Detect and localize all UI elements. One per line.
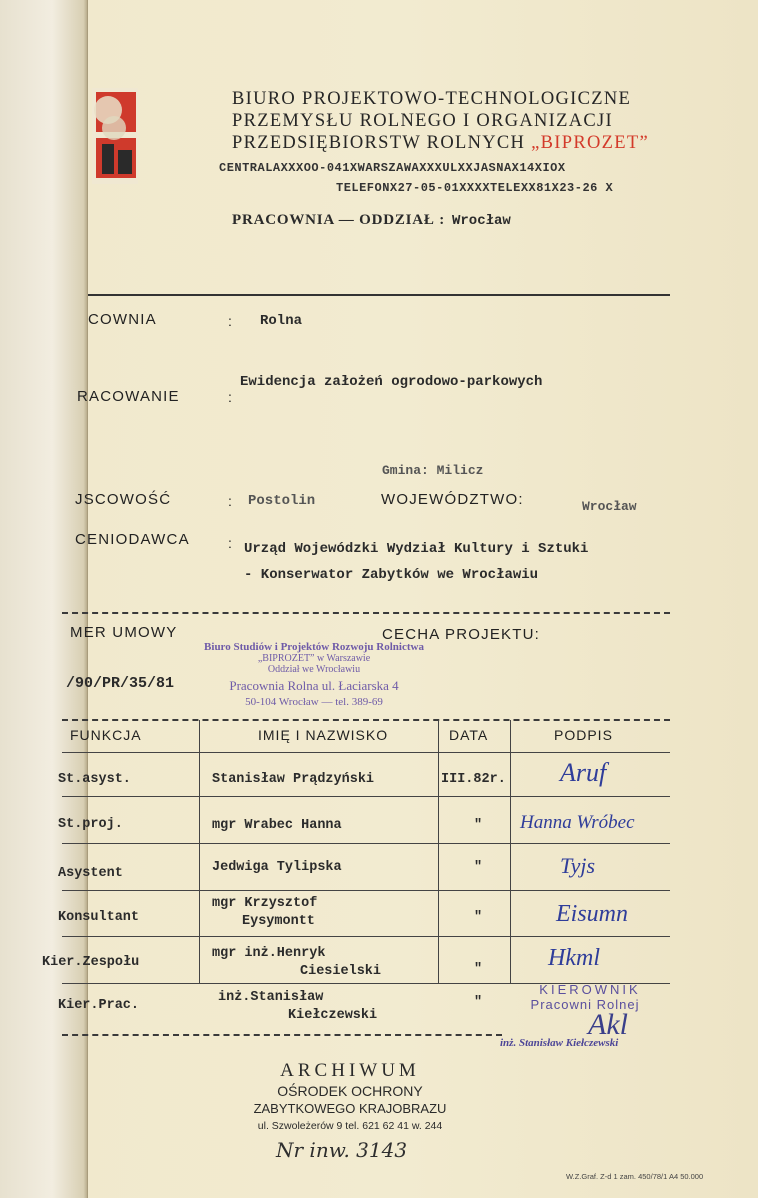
archive-line-4: ul. Szwoleżerów 9 tel. 621 62 41 w. 244 (257, 1120, 443, 1132)
row-4-name-1: mgr Krzysztof (212, 896, 318, 911)
header-podpis: PODPIS (554, 727, 613, 743)
stamp-line-5: 50-104 Wrocław — tel. 389-69 (245, 696, 383, 708)
brand-name: „BIPROZET” (531, 133, 649, 153)
pracownia-value: Rolna (260, 313, 303, 329)
numer-umowy-value: /90/PR/35/81 (66, 675, 175, 692)
row-2-signature: Hanna Wróbec (520, 812, 635, 833)
colon-3: : (228, 493, 232, 509)
archive-line-3: ZABYTKOWEGO KRAJOBRAZU (253, 1101, 447, 1116)
stamp-line-3: Oddział we Wrocławiu (267, 664, 361, 675)
header-data: DATA (449, 727, 489, 743)
section-divider (62, 612, 670, 614)
row-5-signature: Hkml (548, 945, 600, 971)
pracownia-label: COWNIA (88, 311, 157, 328)
pracownia-oddzial-label: PRACOWNIA — ODDZIAŁ : (232, 212, 446, 228)
biprozet-logo (92, 88, 138, 184)
row-5-data: " (474, 962, 483, 977)
print-code: W.Z.Graf. Z-d 1 zam. 450/78/1 A4 50.000 (566, 1172, 704, 1181)
row-1-funkcja: St.asyst. (58, 772, 131, 787)
opracowanie-value: Ewidencja założeń ogrodowo-parkowych (240, 374, 543, 390)
row-3-data: " (474, 860, 483, 875)
table-col-sep-2 (438, 720, 439, 983)
row-2-name: mgr Wrabec Hanna (212, 818, 342, 833)
kierownik-stamp-name: inż. Stanisław Kiełczewski (500, 1037, 619, 1049)
header-line-1: BIURO PROJEKTOWO-TECHNOLOGICZNE (232, 89, 632, 109)
row-6-signature: Akl (588, 1008, 628, 1041)
opracowanie-label: RACOWANIE (77, 388, 180, 405)
cecha-projektu-label: CECHA PROJEKTU: (382, 626, 541, 643)
header-divider (88, 294, 670, 296)
row-2-data: " (474, 818, 483, 833)
stamp-line-2: „BIPROZET” w Warszawie (257, 653, 371, 664)
archive-title: ARCHIWUM (280, 1060, 420, 1081)
header-funkcja: FUNKCJA (70, 727, 142, 743)
table-col-sep-1 (199, 720, 200, 983)
row-4-data: " (474, 910, 483, 925)
row-4-signature: Eisumn (556, 901, 628, 927)
row-1-name: Stanisław Prądzyński (212, 772, 375, 787)
miejscowosc-value: Postolin (248, 493, 316, 509)
row-6-funkcja: Kier.Prac. (58, 998, 140, 1013)
header-line-3 (232, 133, 649, 154)
colon-2: : (228, 389, 232, 405)
struck-address: CENTRALAXXXOO-041XWARSZAWAXXXULXXJASNAX14XIOX (219, 161, 566, 175)
table-row-sep-0 (62, 752, 670, 753)
wojewodztwo-label: WOJEWÓDZTWO: (381, 491, 524, 508)
colon-1: : (228, 313, 232, 329)
gmina-value: Gmina: Milicz (382, 463, 484, 478)
row-3-signature: Tyjs (560, 853, 596, 878)
biprozet-stamp (198, 641, 430, 708)
stamp-line-4: Pracownia Rolna ul. Łaciarska 4 (229, 678, 399, 693)
table-top-border (62, 719, 670, 721)
table-col-sep-3 (510, 720, 511, 983)
colon-4: : (228, 535, 232, 551)
row-2-funkcja: St.proj. (58, 817, 123, 832)
miejscowosc-label: JSCOWOŚĆ (75, 491, 172, 508)
row-6-name-2: Kiełczewski (288, 1008, 378, 1023)
pracownia-oddzial-value: Wrocław (452, 213, 511, 229)
wojewodztwo-value: Wrocław (582, 499, 637, 514)
table-bottom-border (62, 1034, 502, 1036)
table-row-sep-4 (62, 936, 670, 937)
table-row-sep-2 (62, 843, 670, 844)
zleceniodawca-label: CENIODAWCA (75, 531, 190, 548)
struck-phone: TELEFONX27-05-01XXXXTELEXX81X23-26 X (336, 181, 614, 195)
row-1-data: III.82r. (441, 772, 506, 787)
table-row-sep-3 (62, 890, 670, 891)
inventory-number: Nr inw. 3143 (276, 1138, 408, 1162)
kierownik-stamp-title: KIEROWNIK (539, 982, 641, 997)
header-line-2: PRZEMYSŁU ROLNEGO I ORGANIZACJI (232, 111, 614, 131)
row-5-name-1: mgr inż.Henryk (212, 946, 326, 961)
kierownik-stamp (494, 982, 662, 1012)
archive-stamp (220, 1060, 480, 1132)
numer-umowy-label: MER UMOWY (70, 624, 178, 641)
zleceniodawca-line-2: - Konserwator Zabytków we Wrocławiu (244, 567, 539, 583)
zleceniodawca-line-1: Urząd Wojewódzki Wydział Kultury i Sztuki (244, 541, 589, 557)
header-imie-nazwisko: IMIĘ I NAZWISKO (258, 727, 389, 743)
row-5-funkcja: Kier.Zespołu (42, 955, 140, 970)
row-1-signature: Aruf (560, 758, 607, 787)
row-4-funkcja: Konsultant (58, 910, 140, 925)
stamp-line-1: Biuro Studiów i Projektów Rozwoju Rolnictwa (204, 641, 424, 653)
kierownik-stamp-unit: Pracowni Rolnej (530, 997, 640, 1012)
binding-fold (0, 0, 88, 1198)
row-4-name-2: Eysymontt (242, 914, 315, 929)
row-5-name-2: Ciesielski (300, 964, 382, 979)
row-3-name: Jedwiga Tylipska (212, 860, 342, 875)
row-6-data: " (474, 995, 483, 1010)
row-6-name-1: inż.Stanisław (218, 990, 324, 1005)
archive-line-2: OŚRODEK OCHRONY (277, 1083, 423, 1099)
table-row-sep-1 (62, 796, 670, 797)
row-3-funkcja: Asystent (58, 866, 123, 881)
header-line-3-prefix: PRZEDSIĘBIORSTW ROLNYCH (232, 133, 526, 153)
